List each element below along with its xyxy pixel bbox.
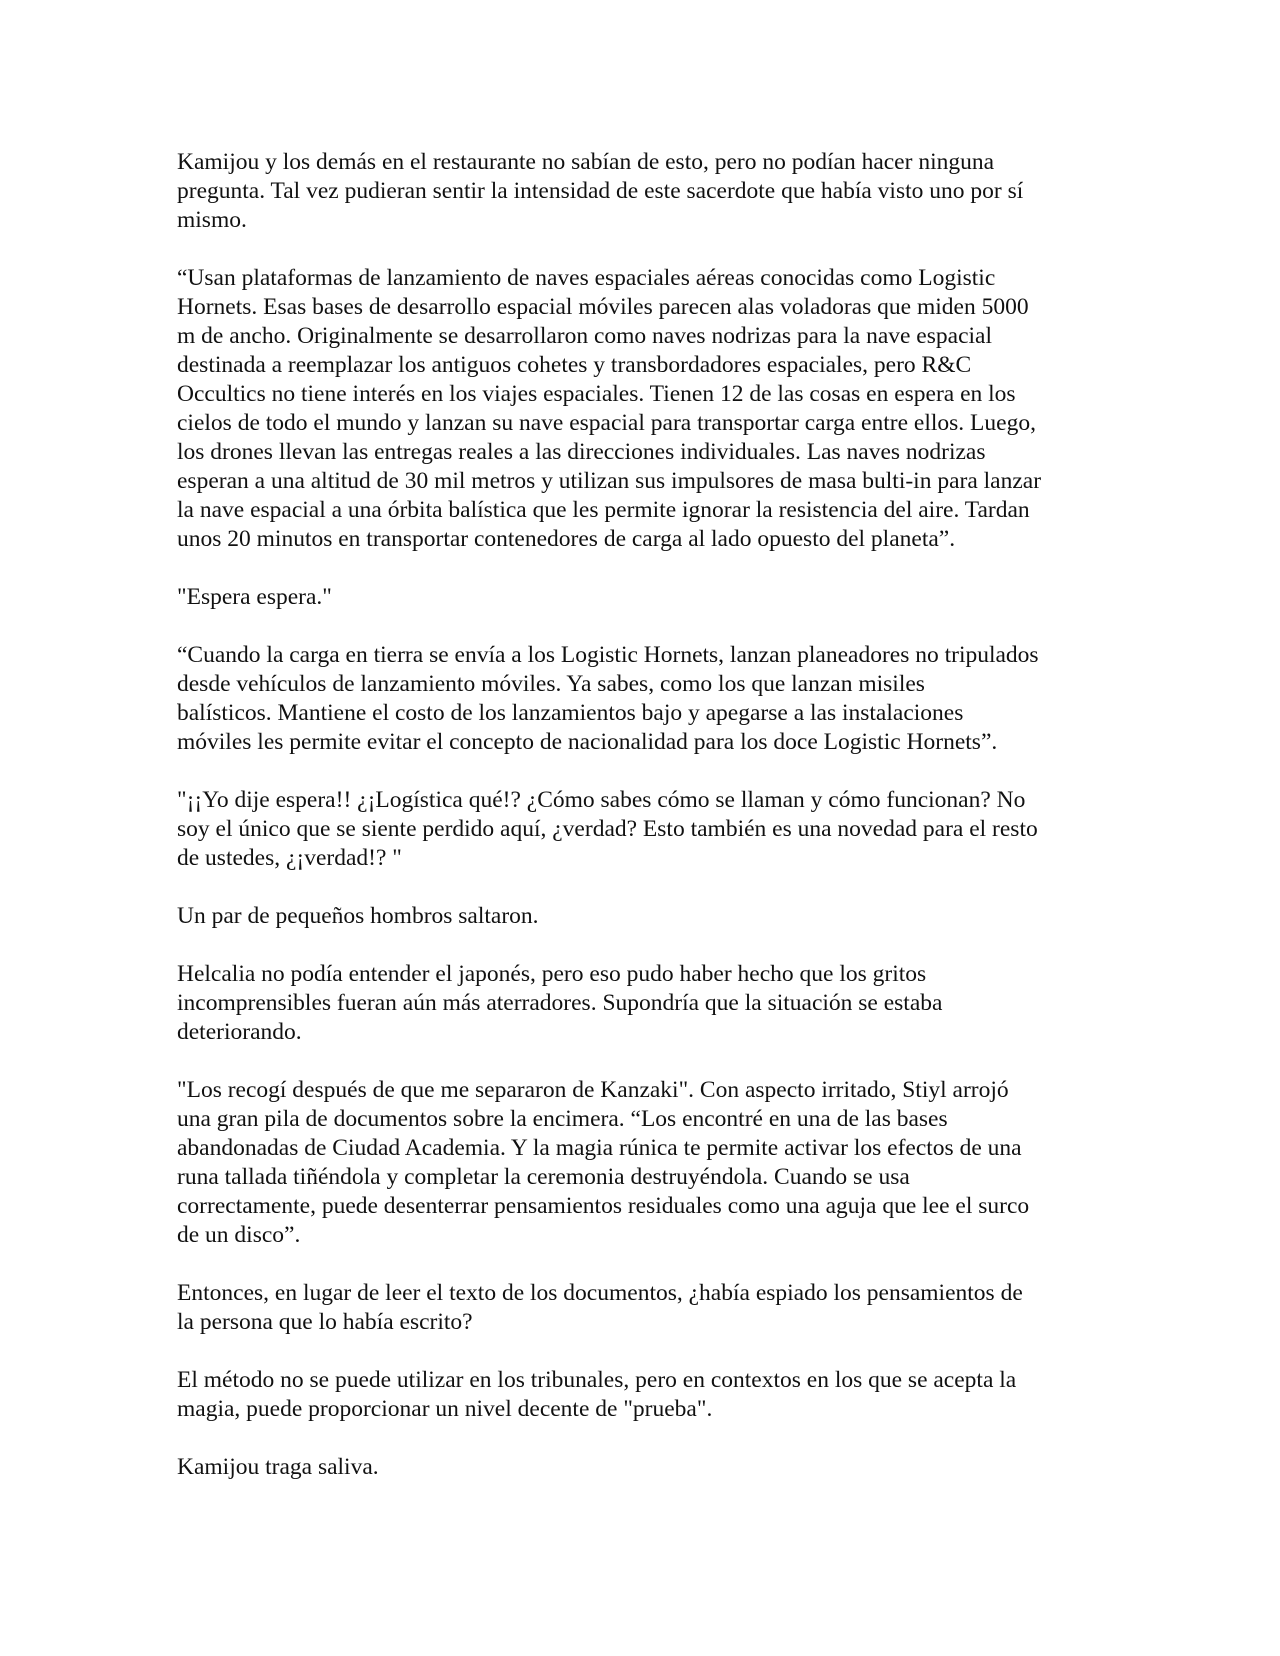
text-line: pregunta. Tal vez pudieran sentir la intensidad de este sacerdote que había visto uno por sí [177,178,1024,204]
text-line: “Cuando la carga en tierra se envía a los Logistic Hornets, lanzan planeadores no tripulados [177,642,1039,668]
paragraph-9 [177,1279,1117,1337]
paragraph-4 [177,641,1117,757]
text-line: unos 20 minutos en transportar contenedores de carga al lado opuesto del planeta”. [177,526,956,552]
text-line: de un disco”. [177,1222,301,1248]
paragraph-8 [177,1076,1117,1250]
text-line: Kamijou y los demás en el restaurante no sabían de esto, pero no podían hacer ninguna [177,149,995,175]
paragraph-5 [177,786,1117,873]
text-line: Helcalia no podía entender el japonés, pero eso pudo haber hecho que los gritos [177,961,927,987]
text-line: Occultics no tiene interés en los viajes espaciales. Tienen 12 de las cosas en espera en los [177,381,1016,407]
text-line: la nave espacial a una órbita balística que les permite ignorar la resistencia del aire. Tardan [177,497,1030,523]
text-line: desde vehículos de lanzamiento móviles. Ya sabes, como los que lanzan misiles [177,671,925,697]
text-line: soy el único que se siente perdido aquí, ¿verdad? Esto también es una novedad para el resto [177,816,1038,842]
text-line: Un par de pequeños hombros saltaron. [177,903,539,929]
text-line: los drones llevan las entregas reales a las direcciones individuales. Las naves nodrizas [177,439,986,465]
document-page [177,148,1117,1511]
paragraph-1 [177,148,1117,235]
text-line: Kamijou traga saliva. [177,1454,379,1480]
text-line: Entonces, en lugar de leer el texto de los documentos, ¿había espiado los pensamientos de [177,1280,1023,1306]
paragraph-10 [177,1366,1117,1424]
text-line: “Usan plataformas de lanzamiento de naves espaciales aéreas conocidas como Logistic [177,265,996,291]
text-line: cielos de todo el mundo y lanzan su nave espacial para transportar carga entre ellos. Luego, [177,410,1036,436]
text-line: "Los recogí después de que me separaron de Kanzaki". Con aspecto irritado, Stiyl arrojó [177,1077,1009,1103]
text-line: incomprensibles fueran aún más aterradores. Supondría que la situación se estaba [177,990,943,1016]
text-line: magia, puede proporcionar un nivel decente de "prueba". [177,1396,713,1422]
text-line: "¡¡Yo dije espera!! ¿¡Logística qué!? ¿Cómo sabes cómo se llaman y cómo funcionan? No [177,787,1026,813]
text-line: una gran pila de documentos sobre la encimera. “Los encontré en una de las bases [177,1106,948,1132]
text-line: Hornets. Esas bases de desarrollo espacial móviles parecen alas voladoras que miden 5000 [177,294,1029,320]
paragraph-11 [177,1453,1117,1482]
text-line: esperan a una altitud de 30 mil metros y utilizan sus impulsores de masa bulti-in para lanzar [177,468,1042,494]
text-line: mismo. [177,207,247,233]
text-line: móviles les permite evitar el concepto de nacionalidad para los doce Logistic Hornets”. [177,729,998,755]
text-line: balísticos. Mantiene el costo de los lanzamientos bajo y apegarse a las instalaciones [177,700,964,726]
paragraph-6 [177,902,1117,931]
paragraph-3 [177,583,1117,612]
text-line: correctamente, puede desenterrar pensamientos residuales como una aguja que lee el surco [177,1193,1030,1219]
text-line: El método no se puede utilizar en los tribunales, pero en contextos en los que se acepta la [177,1367,1017,1393]
text-line: runa tallada tiñéndola y completar la ceremonia destruyéndola. Cuando se usa [177,1164,910,1190]
paragraph-7 [177,960,1117,1047]
text-line: de ustedes, ¿¡verdad!? " [177,845,402,871]
text-line: deteriorando. [177,1019,302,1045]
text-line: destinada a reemplazar los antiguos cohetes y transbordadores espaciales, pero R&C [177,352,972,378]
text-line: la persona que lo había escrito? [177,1309,473,1335]
text-line: abandonadas de Ciudad Academia. Y la magia rúnica te permite activar los efectos de una [177,1135,1022,1161]
text-line: m de ancho. Originalmente se desarrollaron como naves nodrizas para la nave espacial [177,323,992,349]
paragraph-2 [177,264,1117,554]
text-line: "Espera espera." [177,584,332,610]
